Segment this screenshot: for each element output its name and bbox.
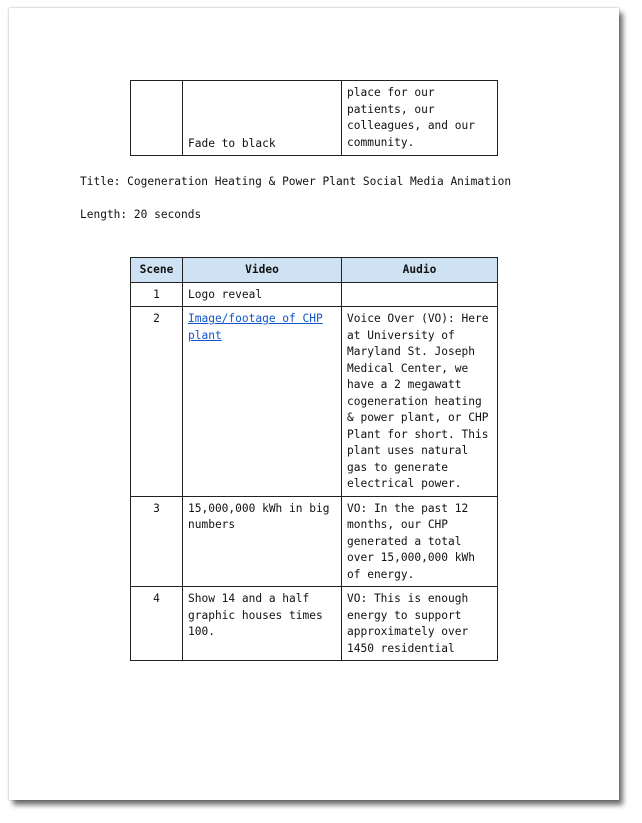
audio-cell: Voice Over (VO): Here at University of Maryland St. Joseph Medical Center, we have a 2 megawatt cogeneration heating & power plant, or CHP Plant for short. This plant uses natural gas to generate electrical power. [342,307,498,497]
video-cell: Show 14 and a half graphic houses times 100. [183,587,342,661]
video-cell [183,307,342,497]
table-row [131,81,498,156]
continuation-table [130,80,498,156]
table-row [131,307,498,497]
video-cell: 15,000,000 kWh in big numbers [183,496,342,587]
length-line: Length: 20 seconds [80,208,202,221]
audio-cell: VO: This is enough energy to support approximately over 1450 residential [342,587,498,661]
audio-cell: VO: In the past 12 months, our CHP generated a total over 15,000,000 kWh of energy. [342,496,498,587]
table-row [131,587,498,661]
scene-cell: 2 [131,307,183,497]
video-cell: Fade to black [183,81,342,156]
audio-cell [342,282,498,307]
scene-cell: 3 [131,496,183,587]
script-table [130,257,498,661]
title-line: Title: Cogeneration Heating & Power Plant Social Media Animation [80,175,512,188]
audio-cell: place for our patients, our colleagues, and our community. [342,81,498,156]
header-video: Video [183,258,342,283]
scene-cell: 4 [131,587,183,661]
scene-cell [131,81,183,156]
header-audio: Audio [342,258,498,283]
video-cell: Logo reveal [183,282,342,307]
header-row [131,258,498,283]
document-page [9,8,619,800]
scene-cell: 1 [131,282,183,307]
video-link[interactable]: Image/footage of CHP plant [188,312,323,342]
header-scene: Scene [131,258,183,283]
table-row [131,282,498,307]
table-row [131,496,498,587]
